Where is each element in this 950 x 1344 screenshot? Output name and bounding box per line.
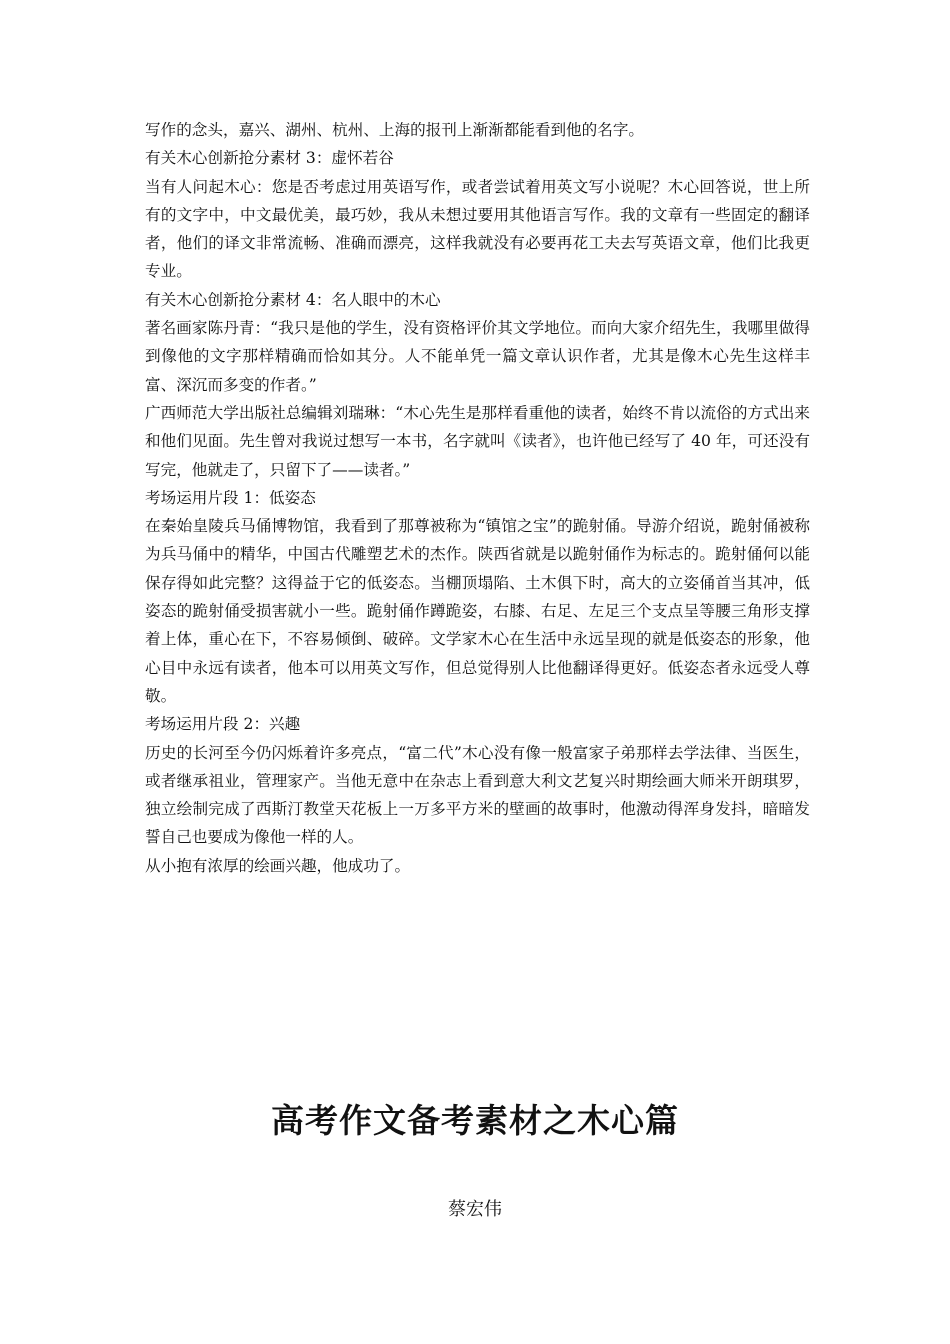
- section-heading: 考场运用片段 1：低姿态: [145, 488, 316, 507]
- body-paragraph: 从小抱有浓厚的绘画兴趣，他成功了。: [145, 856, 411, 875]
- body-paragraph: 写作的念头，嘉兴、湖州、杭州、上海的报刊上渐渐都能看到他的名字。: [145, 121, 645, 139]
- body-paragraph: 当有人问起木心：您是否考虑过用英语写作，或者尝试着用英文写小说呢？木心回答说，世上所有的文字中，中文最优美，最巧妙，我从未想过要用其他语言写作。我的文章有一些固定的翻译者，他们的译文非常流畅、准确而漂亮，这样我就没有必要再花工夫去写英语文章，他们比我更专业。: [145, 177, 810, 281]
- body-paragraph: 著名画家陈丹青：“我只是他的学生，没有资格评价其文学地位。而向大家介绍先生，我哪里做得到像他的文字那样精确而恰如其分。人不能单凭一篇文章认识作者，尤其是像木心先生这样丰富、深沉而多变的作者。”: [145, 319, 810, 394]
- section-heading: 考场运用片段 2：兴趣: [145, 715, 301, 734]
- body-paragraph: 广西师范大学出版社总编辑刘瑞琳：“木心先生是那样看重他的读者，始终不肯以流俗的方式出来和他们见面。先生曾对我说过想写一本书，名字就叫《读者》，也许他已经写了 40 年，可还没有写完，他就走了，只留下了——读者。”: [145, 403, 810, 479]
- body-paragraph: 在秦始皇陵兵马俑博物馆，我看到了那尊被称为“镇馆之宝”的跪射俑。导游介绍说，跪射俑被称为兵马俑中的精华，中国古代雕塑艺术的杰作。陕西省就是以跪射俑作为标志的。跪射俑何以能保存得如此完整？这得益于它的低姿态。当棚顶塌陷、土木俱下时，高大的立姿俑首当其冲，低姿态的跪射俑受损害就小一些。跪射俑作蹲跪姿，右膝、右足、左足三个支点呈等腰三角形支撑着上体，重心在下，不容易倾倒、破碎。文学家木心在生活中永远呈现的就是低姿态的形象，他心目中永远有读者，他本可以用英文写作，但总觉得别人比他翻译得更好。低姿态者永远受人尊敬。: [145, 517, 810, 705]
- author-name: 蔡宏伟: [448, 1199, 502, 1220]
- article-body: [145, 116, 810, 880]
- section-heading: 有关木心创新抢分素材 4：名人眼中的木心: [145, 290, 441, 309]
- section-heading: 有关木心创新抢分素材 3：虚怀若谷: [145, 149, 394, 168]
- body-paragraph: 历史的长河至今仍闪烁着许多亮点，“富二代”木心没有像一般富家子弟那样去学法律、当医生，或者继承祖业，管理家产。当他无意中在杂志上看到意大利文艺复兴时期绘画大师米开朗琪罗，独立绘制完成了西斯汀教堂天花板上一万多平方米的壁画的故事时，他激动得浑身发抖，暗暗发誓自己也要成为像他一样的人。: [145, 743, 810, 847]
- document-title: 高考作文备考素材之木心篇: [271, 1101, 679, 1140]
